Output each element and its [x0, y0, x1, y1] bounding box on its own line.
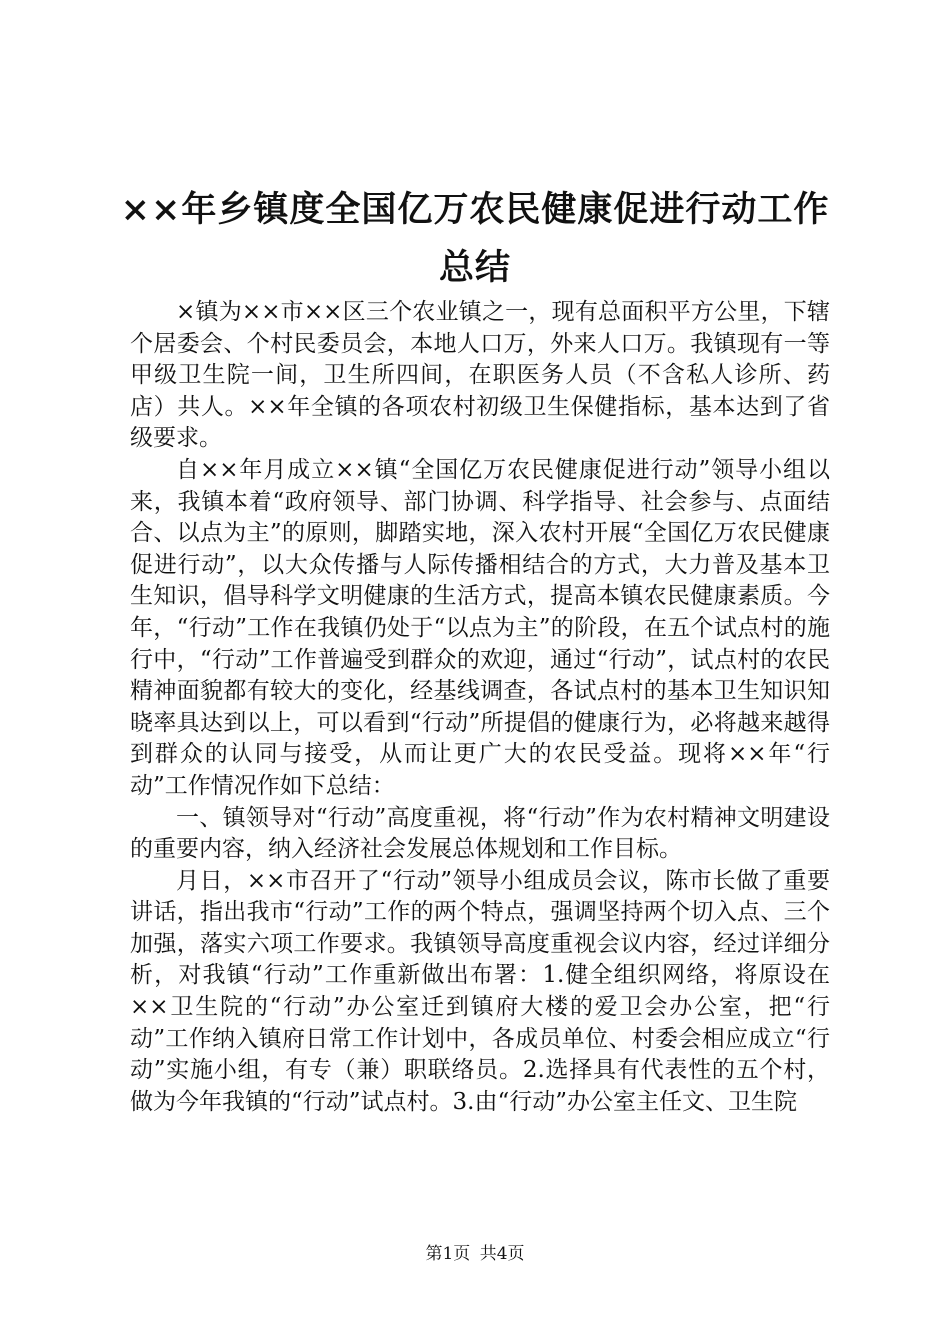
paragraph-intro: ×镇为××市××区三个农业镇之一，现有总面积平方公里，下辖个居委会、个村民委员会，本地人口万，外来人口万。我镇现有一等甲级卫生院一间，卫生所四间，在职医务人员（不含私人诊所、药店）共人。××年全镇的各项农村初级卫生保健指标，基本达到了省级要求。 [130, 299, 830, 452]
page-number: 第1页 [425, 1244, 471, 1264]
paragraph-meeting: 月日，××市召开了“行动”领导小组成员会议，陈市长做了重要讲话，指出我市“行动”工作的两个特点，强调坚持两个切入点、三个加强，落实六项工作要求。我镇领导高度重视会议内容，经过详细分析，对我镇“行动”工作重新做出布署：1.健全组织网络，将原设在××卫生院的“行动”办公室迁到镇府大楼的爱卫会办公室，把“行动”工作纳入镇府日常工作计划中，各成员单位、村委会相应成立“行动”实施小组，有专（兼）职联络员。2.选择具有代表性的五个村，做为今年我镇的“行动”试点村。3.由“行动”办公室主任文、卫生院 [130, 867, 830, 1115]
document-body [130, 297, 830, 1118]
page-footer [0, 1243, 950, 1265]
document-title-line-2: 总结 [438, 247, 511, 288]
document-title-line-1: ××年乡镇度全国亿万农民健康促进行动工作 [120, 189, 830, 230]
paragraph-overview: 自××年月成立××镇“全国亿万农民健康促进行动”领导小组以来，我镇本着“政府领导、部门协调、科学指导、社会参与、点面结合、以点为主”的原则，脚踏实地，深入农村开展“全国亿万农民健康促进行动”，以大众传播与人际传播相结合的方式，大力普及基本卫生知识，倡导科学文明健康的生活方式，提高本镇农民健康素质。今年，“行动”工作在我镇仍处于“以点为主”的阶段，在五个试点村的施行中，“行动”工作普遍受到群众的欢迎，通过“行动”，试点村的农民精神面貌都有较大的变化，经基线调查，各试点村的基本卫生知识知晓率具达到以上，可以看到“行动”所提倡的健康行为，必将越来越得到群众的认同与接受，从而让更广大的农民受益。现将××年“行动”工作情况作如下总结： [130, 456, 830, 799]
paragraph-section-one-heading: 一、镇领导对“行动”高度重视，将“行动”作为农村精神文明建设的重要内容，纳入经济社会发展总体规划和工作目标。 [130, 804, 830, 863]
page-total: 共4页 [479, 1244, 525, 1264]
